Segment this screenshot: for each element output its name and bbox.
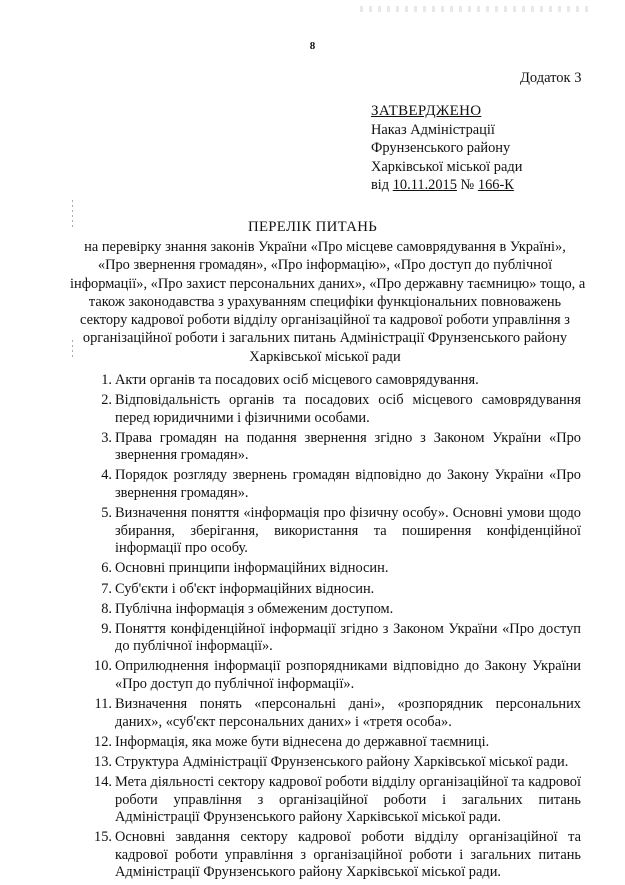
list-item (0, 392, 581, 427)
item-number: 1. (101, 372, 112, 388)
item-number: 10. (94, 658, 112, 675)
item-text: Порядок розгляду звернень громадян відповідно до Закону України «Про звернення громадян». (115, 467, 581, 502)
item-text: Визначення понять «персональні дані», «розпорядник персональних даних», «суб'єкт персональних даних» і «третя особа». (115, 696, 581, 730)
item-text: Мета діяльності сектору кадрової роботи відділу організаційної та кадрової роботи управління з організаційної роботи і загальних питань Адміністрації Фрунзенського району Харківської міської ради. (115, 773, 581, 826)
list-item (0, 372, 581, 390)
approval-line: Фрунзенського району (371, 140, 511, 156)
list-item (0, 601, 581, 619)
list-item (0, 774, 581, 827)
subtitle-line: сектору кадрової роботи відділу організаційної та кадрової роботи управління з (80, 312, 570, 329)
list-item (0, 658, 581, 693)
list-item (0, 467, 581, 502)
item-text: Поняття конфіденційної інформації згідно з Законом України «Про доступ до публічної інформації». (115, 620, 581, 655)
item-text: Відповідальність органів та посадових осіб місцевого самоврядування перед юридичними і фізичними особами. (115, 392, 581, 426)
approval-date-line (371, 176, 522, 195)
approval-line: Наказ Адміністрації (371, 121, 495, 138)
item-text: Права громадян на подання звернення згідно з Законом України «Про звернення громадян». (115, 429, 581, 464)
list-item (0, 621, 581, 656)
item-text: Структура Адміністрації Фрунзенського району Харківської міської ради. (115, 753, 569, 770)
subtitle-line: організаційної роботи і загальних питань Адміністрації Фрунзенського району (82, 330, 568, 347)
item-text: Визначення поняття «інформація про фізичну особу». Основні умови щодо збирання, зберігання, використання та поширення конфіденційної інформації про особу. (115, 505, 581, 557)
item-number: 7. (101, 580, 112, 597)
approval-title: ЗАТВЕРДЖЕНО (371, 103, 482, 119)
item-text: Інформація, яка може бути віднесена до державної таємниці. (115, 733, 490, 750)
item-text: Акти органів та посадових осіб місцевого самоврядування. (115, 372, 479, 388)
approval-number: 166-К (477, 177, 514, 193)
item-number: 12. (94, 733, 112, 750)
item-number: 9. (101, 620, 112, 637)
list-item (0, 829, 581, 882)
item-number: 2. (101, 392, 112, 409)
questions-list (0, 372, 625, 885)
subtitle-line: «Про звернення громадян», «Про інформацію», «Про доступ до публічної (97, 257, 553, 274)
item-number: 3. (101, 429, 112, 446)
number-prefix: № (456, 177, 478, 193)
subtitle-line: Харківської міської ради (249, 348, 401, 365)
item-number: 5. (101, 505, 112, 522)
item-text: Оприлюднення інформації розпорядниками відповідно до Закону України «Про доступ до публічної інформації». (115, 658, 581, 692)
annex-label: Додаток 3 (520, 70, 582, 86)
item-number: 8. (101, 600, 112, 617)
list-item (0, 754, 581, 772)
approval-block (371, 102, 522, 195)
list-item (0, 581, 581, 599)
item-number: 13. (94, 753, 112, 770)
item-text: Публічна інформація з обмеженим доступом. (115, 600, 394, 617)
item-number: 6. (101, 560, 112, 577)
document-subtitle (70, 238, 586, 366)
subtitle-line: інформації», «Про захист персональних даних», «Про державну таємницю» тощо, а (70, 275, 586, 292)
item-number: 11. (94, 696, 112, 713)
list-item (0, 696, 581, 731)
list-item (0, 734, 581, 752)
document-title: ПЕРЕЛІК ПИТАНЬ (247, 219, 378, 235)
approval-line: Харківської міської ради (371, 158, 523, 175)
item-number: 14. (94, 773, 112, 790)
page-number: 8 (309, 40, 316, 52)
item-number: 15. (94, 829, 112, 846)
date-prefix: від (371, 177, 393, 193)
item-text: Основні завдання сектору кадрової роботи відділу організаційної та кадрової роботи управління з організаційної роботи і загальних питань Адміністрації Фрунзенського району Харківської міської ради. (115, 829, 581, 881)
subtitle-line: на перевірку знання законів України «Про місцеве самоврядування в Україні», (84, 239, 566, 255)
list-item (0, 430, 581, 465)
list-item (0, 505, 581, 558)
item-text: Основні принципи інформаційних відносин. (115, 560, 389, 577)
item-number: 4. (101, 467, 112, 484)
item-text: Суб'єкти і об'єкт інформаційних відносин. (115, 580, 375, 597)
subtitle-line: також законодавства з урахуванням специфіки функціональних повноважень (88, 293, 562, 310)
list-item (0, 560, 581, 578)
scan-artifact (360, 6, 590, 12)
approval-date: 10.11.2015 (392, 177, 457, 193)
